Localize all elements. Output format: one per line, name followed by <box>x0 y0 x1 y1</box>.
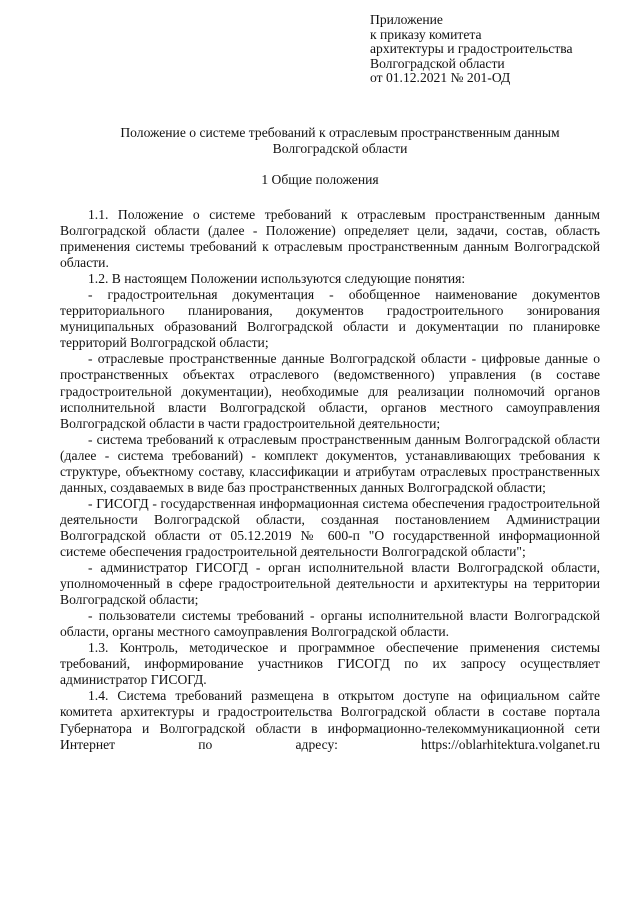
header-line-order: к приказу комитета <box>370 26 482 42</box>
document-body <box>60 207 600 753</box>
definition-gisogd: - ГИСОГД - государственная информационная система обеспечения градостроительной деятельности Волгоградской области, созданная постановлением Администрации Волгоградской области от 05.12.2019 № 600-п "О государственной информационной системе обеспечения градостроительной деятельности Волгоградской области"; <box>60 495 600 559</box>
section-heading: 1 Общие положения <box>261 172 379 187</box>
paragraph-1-4: 1.4. Система требований размещена в открытом доступе на официальном сайте комитета архитектуры и градостроительства Волгоградской области в составе портала Губернатора и Волгоградской области в информационно-телекоммуникационной сети Интернет по адресу: https://oblarhitektura.volganet.ru <box>60 688 600 752</box>
definition-urban-planning-documentation: - градостроительная документация - обобщенное наименование документов территориального планирования, документов градостроительного зонирования муниципальных образований Волгоградской области и документации по планировке территорий Волгоградской области; <box>60 287 600 351</box>
header-line-committee: архитектуры и градостроительства <box>370 41 573 57</box>
document-title-line-2: Волгоградской области <box>272 140 408 156</box>
document-title <box>60 125 620 156</box>
definition-requirements-system: - система требований к отраслевым пространственным данным Волгоградской области (далее - система требований) - комплект документов, устанавливающих требования к структуре, объектному составу, классификации и атрибутам отраслевых пространственных данных, создаваемых в виде баз пространственных данных Волгоградской области; <box>60 431 600 495</box>
paragraph-1-3: 1.3. Контроль, методическое и программное обеспечение применения системы требований, информирование участников ГИСОГД по их запросу осуществляет администратор ГИСОГД. <box>60 640 600 688</box>
definition-system-users: - пользователи системы требований - органы исполнительной власти Волгоградской области, органы местного самоуправления Волгоградской области. <box>60 608 600 640</box>
header-line-date-number: от 01.12.2021 № 201-ОД <box>370 70 511 86</box>
definition-sectoral-spatial-data: - отраслевые пространственные данные Волгоградской области - цифровые данные о пространственных объектах отраслевого (ведомственного) управления (в составе градостроительной документации), необходимые для реализации полномочий органов исполнительной власти Волгоградской области, органов местного самоуправления Волгоградской области в части градостроительной деятельности; <box>60 351 600 431</box>
definition-gisogd-administrator: - администратор ГИСОГД - орган исполнительной власти Волгоградской области, уполномоченный в сфере градостроительной деятельности и архитектуры на территории Волгоградской области; <box>60 560 600 608</box>
paragraph-1-2: 1.2. В настоящем Положении используются следующие понятия: <box>88 271 466 287</box>
appendix-header <box>370 13 573 86</box>
header-line-appendix: Приложение <box>370 12 443 27</box>
paragraph-1-1: 1.1. Положение о системе требований к отраслевым пространственным данным Волгоградской области (далее - Положение) определяет цели, задачи, состав, область применения системы требований к отраслевым пространственным данным Волгоградской области. <box>60 207 600 271</box>
header-line-region: Волгоградской области <box>370 55 505 71</box>
document-title-line-1: Положение о системе требований к отраслевым пространственным данным <box>120 125 560 140</box>
